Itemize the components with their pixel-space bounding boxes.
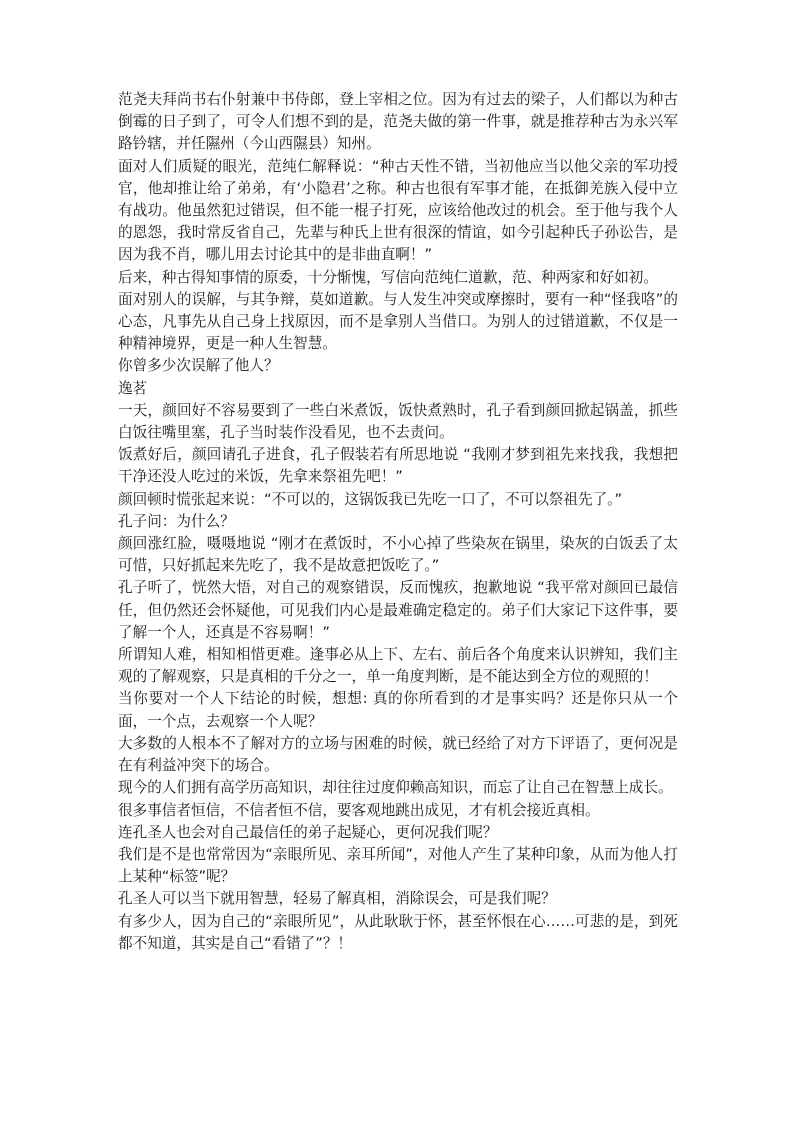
paragraph: 颜回顿时慌张起来说：“不可以的，这锅饭我已先吃一口了，不可以祭祖先了。” bbox=[118, 490, 623, 508]
paragraph: 饭煮好后，颜回请孔子进食，孔子假装若有所思地说 “我刚才梦到祖先来找我，我想把干净还没人吃过的米饭，先拿来祭祖先吧！” bbox=[118, 446, 678, 486]
paragraph: 现今的人们拥有高学历高知识，却往往过度仰赖高知识，而忘了让自己在智慧上成长。 bbox=[118, 779, 673, 797]
article-author: 逸茗 bbox=[118, 379, 148, 397]
paragraph: 很多事信者恒信，不信者恒不信，要客观地跳出成见，才有机会接近真相。 bbox=[118, 801, 600, 819]
paragraph: 大多数的人根本不了解对方的立场与困难的时候，就已经给了对方下评语了，更何况是在有利益冲突下的场合。 bbox=[118, 734, 678, 775]
paragraph: 范尧夫拜尚书右仆射兼中书侍郎，登上宰相之位。因为有过去的梁子，人们都以为种古倒霉的日子到了，可令人们想不到的是，范尧夫做的第一件事，就是推荐种古为永兴军路钤辖，并任隰州（今山西隰县）知州。 bbox=[118, 91, 678, 153]
paragraph: 有多少人，因为自己的“亲眼所见”，从此耿耿于怀，甚至怀恨在心……可悲的是，到死都不知道，其实是自己“看错了”？！ bbox=[118, 912, 678, 952]
paragraph: 颜回涨红脸，嗫嗫地说 “刚才在煮饭时，不小心掉了些染灰在锅里，染灰的白饭丢了太可惜，只好抓起来先吃了，我不是故意把饭吃了。” bbox=[118, 535, 678, 575]
paragraph: 后来，种古得知事情的原委，十分惭愧，写信向范纯仁道歉，范、种两家和好如初。 bbox=[118, 268, 658, 286]
paragraph: 孔圣人可以当下就用智慧，轻易了解真相，消除误会，可是我们呢？ bbox=[118, 890, 556, 908]
paragraph: 面对别人的误解，与其争辩，莫如道歉。与人发生冲突或摩擦时，要有一种“怪我咯”的心态，凡事先从自己身上找原因，而不是拿别人当借口。为别人的过错道歉，不仅是一种精神境界，更是一种人生智慧。 bbox=[118, 290, 678, 353]
paragraph: 面对人们质疑的眼光，范纯仁解释说：“种古天性不错，当初他应当以他父亲的军功授官，他却推让给了弟弟，有‘小隐君’之称。种古也很有军事才能，在抵御羌族入侵中立有战功。他虽然犯过错误，但不能一棍子打死，应该给他改过的机会。至于他与我个人的恩怨，我时常反省自己，先辈与种氏上世有很深的情谊，如今引起种氏子孙讼告，是因为我不肖，哪儿用去讨论其中的是非曲直啊！” bbox=[118, 157, 678, 264]
article-title: 你曾多少次误解了他人？ bbox=[118, 357, 279, 375]
paragraph: 所谓知人难，相知相惜更难。逢事必从上下、左右、前后各个角度来认识辨知，我们主观的了解观察，只是真相的千分之一，单一角度判断，是不能达到全方位的观照的！ bbox=[118, 646, 678, 686]
document-body bbox=[118, 89, 678, 955]
paragraph: 连孔圣人也会对自己最信任的弟子起疑心，更何况我们呢？ bbox=[118, 823, 498, 841]
paragraph: 一天，颜回好不容易要到了一些白米煮饭，饭快煮熟时，孔子看到颜回掀起锅盖，抓些白饭往嘴里塞，孔子当时装作没看见，也不去责问。 bbox=[118, 401, 678, 442]
paragraph: 我们是不是也常常因为“亲眼所见、亲耳所闻”，对他人产生了某种印象，从而为他人打上某种“标签”呢？ bbox=[118, 845, 678, 886]
paragraph: 孔子听了，恍然大悟，对自己的观察错误，反而愧疚，抱歉地说 “我平常对颜回已最信任，但仍然还会怀疑他，可见我们内心是最难确定稳定的。弟子们大家记下这件事，要了解一个人，还真是不容易啊！” bbox=[118, 579, 678, 641]
paragraph: 当你要对一个人下结论的时候，想想: 真的你所看到的才是事实吗？还是你只从一个面，一个点，去观察一个人呢？ bbox=[118, 690, 678, 730]
paragraph: 孔子问：为什么？ bbox=[118, 512, 235, 530]
